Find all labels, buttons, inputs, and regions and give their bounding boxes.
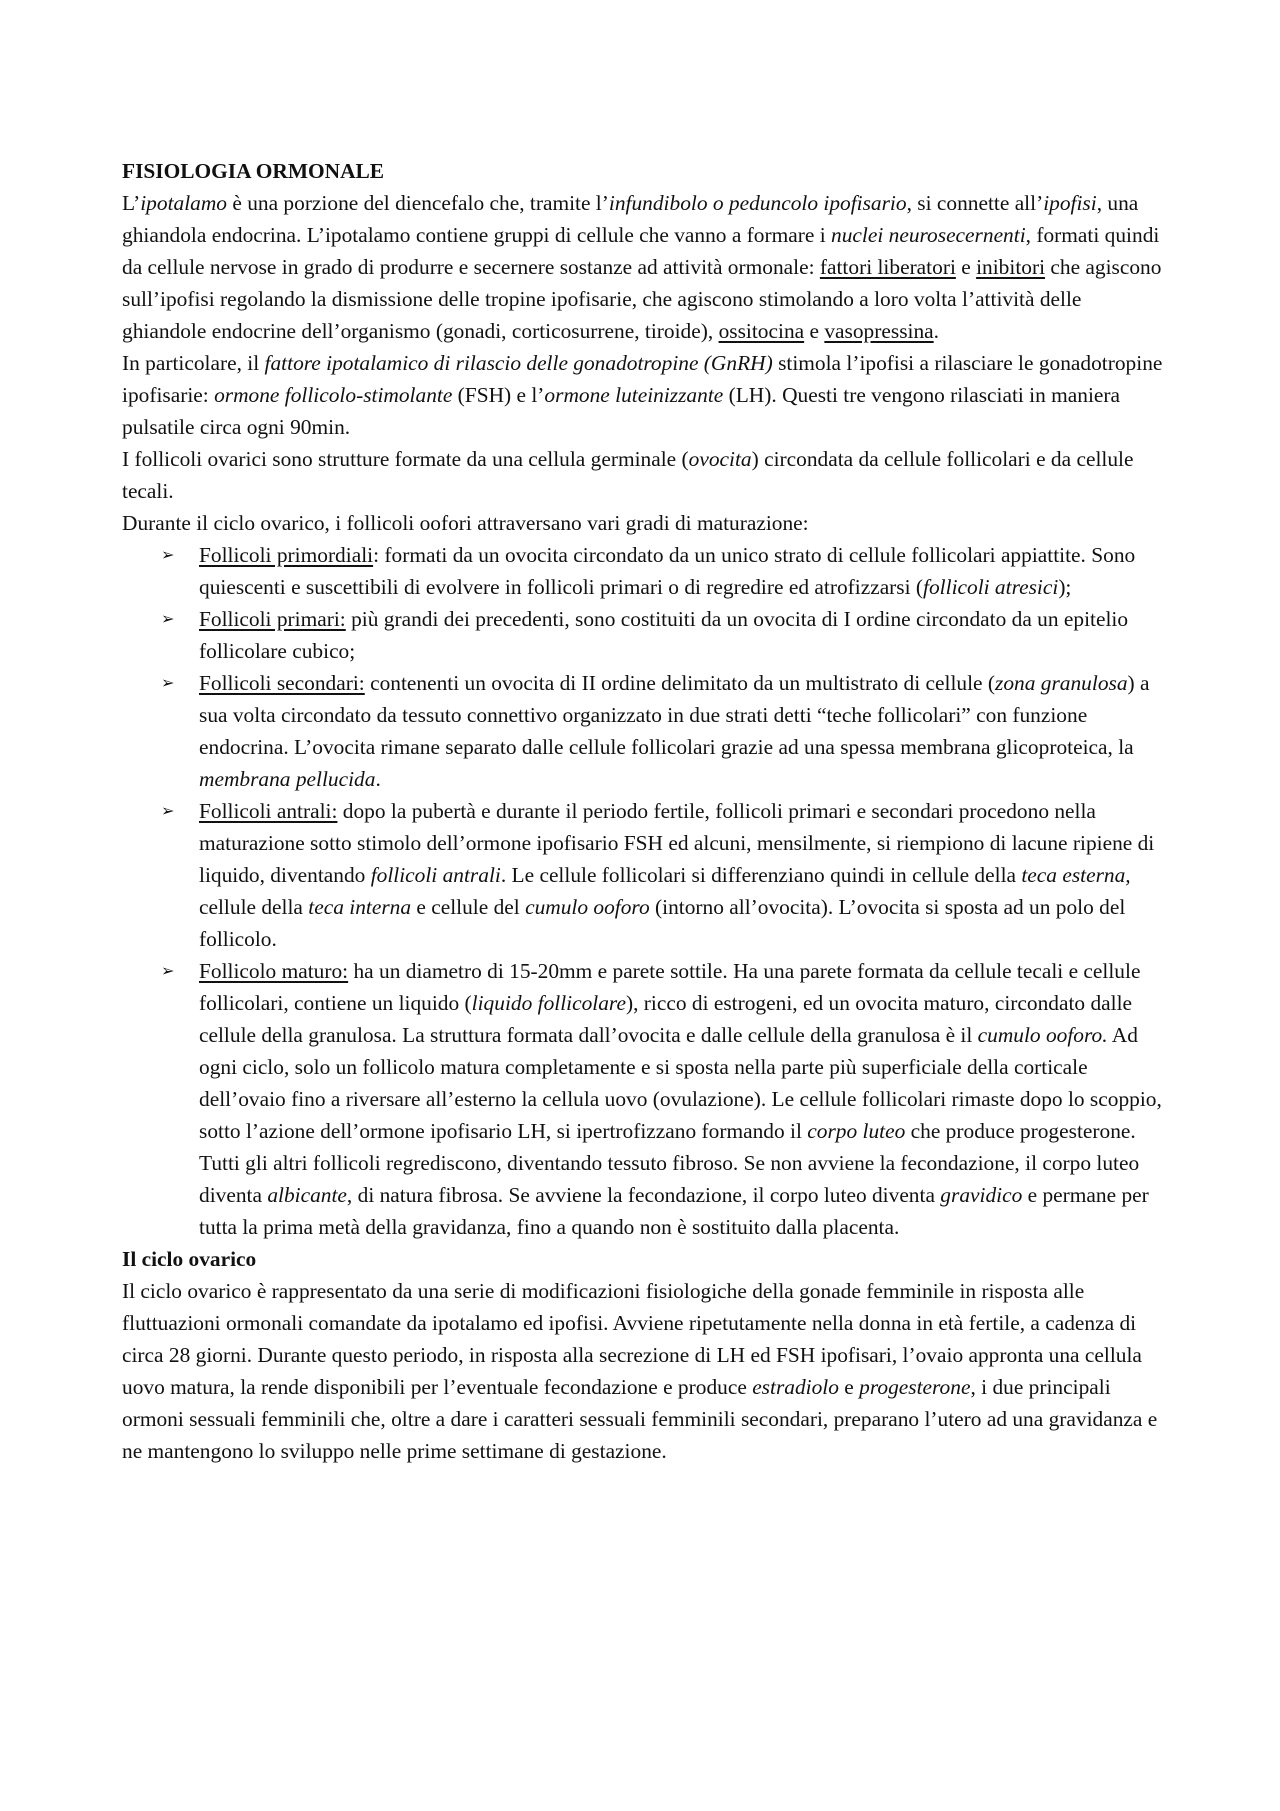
- term-ipotalamo: ipotalamo: [140, 191, 227, 215]
- text-span: I follicoli ovarici sono strutture formate da una cellula germinale (: [122, 447, 689, 471]
- ciclo-ovarico-paragraph: [122, 1275, 1170, 1467]
- term-liquido-follicolare: liquido follicolare: [471, 991, 626, 1015]
- list-term: Follicoli antrali:: [199, 799, 338, 823]
- list-term: Follicolo maturo:: [199, 959, 349, 983]
- term-gravidico: gravidico: [940, 1183, 1023, 1207]
- term-ovocita: ovocita: [688, 447, 752, 471]
- arrow-bullet-icon: ➢: [161, 545, 175, 564]
- text-span: e: [804, 319, 825, 343]
- document-page: [122, 155, 1170, 1467]
- text-span: è una porzione del diencefalo che, tramite l’: [227, 191, 609, 215]
- term-follicoli-atresici: follicoli atresici: [923, 575, 1059, 599]
- term-vasopressina: vasopressina: [824, 319, 934, 343]
- list-term: Follicoli secondari:: [199, 671, 365, 695]
- list-item: [161, 539, 1170, 603]
- term-teca-esterna: teca esterna,: [1021, 863, 1131, 887]
- term-cumulo-ooforo: cumulo ooforo: [525, 895, 650, 919]
- text-span: , i due principali ormoni sessuali femminili che, oltre a dare i caratteri sessuali femminili secondari, preparano l’utero ad una gravidanza e ne mantengono lo sviluppo nelle prime settimane di gestazione.: [122, 1375, 1158, 1463]
- term-nuclei-neurosecernenti: nuclei neurosecernenti: [831, 223, 1026, 247]
- term-zona-granulosa: zona granulosa: [995, 671, 1128, 695]
- text-span: che produce progesterone. Tutti gli altri follicoli regrediscono, diventando tessuto fibroso. Se non avviene la fecondazione, il corpo luteo diventa: [199, 1119, 1140, 1207]
- term-gnrh: fattore ipotalamico di rilascio delle gonadotropine (GnRH): [264, 351, 773, 375]
- term-ossitocina: ossitocina: [718, 319, 805, 343]
- term-membrana-pellucida: membrana pellucida: [199, 767, 376, 791]
- text-span: : formati da un ovocita circondato da un unico strato di cellule follicolari appiattite. Sono quiescenti e suscettibili di evolvere in follicoli primari o di regredire ed atrofizzarsi (: [199, 543, 1136, 599]
- text-span: ) circondata da cellule follicolari e da cellule tecali.: [122, 447, 1134, 503]
- list-term: Follicoli primordiali: [199, 543, 374, 567]
- arrow-bullet-icon: ➢: [161, 673, 175, 692]
- text-span: e: [838, 1375, 860, 1399]
- text-span: più grandi dei precedenti, sono costituiti da un ovocita di I ordine circondato da un epitelio follicolare cubico;: [199, 607, 1129, 663]
- term-progesterone: progesterone: [859, 1375, 971, 1399]
- text-span: ha un diametro di 15-20mm e parete sottile. Ha una parete formata da cellule tecali e cellule follicolari, contiene un liquido (: [199, 959, 1141, 1015]
- list-item: [161, 603, 1170, 667]
- text-span: , una ghiandola endocrina. L’ipotalamo contiene gruppi di cellule che vanno a formare i: [122, 191, 1139, 247]
- list-term: Follicoli primari:: [199, 607, 346, 631]
- text-span: );: [1058, 575, 1072, 599]
- term-infundibolo: infundibolo o peduncolo ipofisario: [608, 191, 907, 215]
- arrow-bullet-icon: ➢: [161, 961, 175, 980]
- list-item: [161, 667, 1170, 795]
- text-span: ), ricco di estrogeni, ed un ovocita maturo, circondato dalle cellule della granulosa. La struttura formata dall’ovocita e dalle cellule della granulosa è il: [199, 991, 1133, 1047]
- list-item: [161, 795, 1170, 955]
- term-ipofisi: ipofisi: [1043, 191, 1097, 215]
- text-span: L’: [122, 191, 141, 215]
- list-item: [161, 955, 1170, 1243]
- document-title: FISIOLOGIA ORMONALE: [122, 159, 385, 183]
- term-fsh: ormone follicolo-stimolante: [214, 383, 453, 407]
- section-title-ciclo-ovarico: Il ciclo ovarico: [122, 1247, 257, 1271]
- text-span: ) a sua volta circondato da tessuto connettivo organizzato in due strati detti “teche follicolari” con funzione endocrina. L’ovocita rimane separato dalle cellule follicolari grazie ad una spessa membrana glicoproteica, la: [199, 671, 1150, 759]
- arrow-bullet-icon: ➢: [161, 801, 175, 820]
- text-span: che agiscono sull’ipofisi regolando la dismissione delle tropine ipofisarie, che agiscono stimolando a loro volta l’attività delle ghiandole endocrine dell’organismo (gonadi, corticosurrene, tiroide),: [122, 255, 1162, 343]
- text-span: . Le cellule follicolari si differenziano quindi in cellule della: [500, 863, 1022, 887]
- text-span: , di natura fibrosa. Se avviene la fecondazione, il corpo luteo diventa: [346, 1183, 941, 1207]
- text-span: (LH). Questi tre vengono rilasciati in maniera pulsatile circa ogni 90min.: [122, 383, 1121, 439]
- text-span: e cellule del: [411, 895, 526, 919]
- text-span: In particolare, il: [122, 351, 265, 375]
- text-span: e permane per tutta la prima metà della gravidanza, fino a quando non è sostituito dalla placenta.: [199, 1183, 1149, 1239]
- cycle-intro-paragraph: Durante il ciclo ovarico, i follicoli oofori attraversano vari gradi di maturazione:: [122, 511, 809, 535]
- follicle-stages-list: [122, 539, 1170, 1243]
- term-fattori-liberatori: fattori liberatori: [819, 255, 956, 279]
- term-inibitori: inibitori: [976, 255, 1046, 279]
- term-teca-interna: teca interna: [308, 895, 412, 919]
- term-estradiolo: estradiolo: [752, 1375, 839, 1399]
- intro-paragraph: [122, 187, 1170, 347]
- gnrh-paragraph: [122, 347, 1170, 443]
- text-span: .: [933, 319, 940, 343]
- text-span: dopo la pubertà e durante il periodo fertile, follicoli primari e secondari procedono nella maturazione sotto stimolo dell’ormone ipofisario FSH ed alcuni, mensilmente, si riempiono di lacune ripiene di liquido, diventando: [199, 799, 1155, 887]
- text-span: , si connette all’: [906, 191, 1044, 215]
- text-span: (FSH) e l’: [452, 383, 545, 407]
- text-span: Il ciclo ovarico è rappresentato da una serie di modificazioni fisiologiche della gonade femminile in risposta alle fluttuazioni ormonali comandate da ipotalamo ed ipofisi. Avviene ripetutamente nella donna in età fertile, a cadenza di circa 28 giorni. Durante questo periodo, in risposta alla secrezione di LH ed FSH ipofisari, l’ovaio appronta una cellula uovo matura, la rende disponibili per l’eventuale fecondazione e produce: [122, 1279, 1142, 1399]
- text-span: Ad ogni ciclo, solo un follicolo matura completamente e si sposta nella parte più superficiale della corticale dell’ovaio fino a riversare all’esterno la cellula uovo (ovulazione). Le cellule follicolari rimaste dopo lo scoppio, sotto l’azione dell’ormone ipofisario LH, si ipertrofizzano formando il: [199, 1023, 1162, 1143]
- arrow-bullet-icon: ➢: [161, 609, 175, 628]
- text-span: cellule della: [199, 895, 309, 919]
- term-corpo-luteo: corpo luteo: [807, 1119, 906, 1143]
- text-span: , formati quindi da cellule nervose in grado di produrre e secernere sostanze ad attività ormonale:: [122, 223, 1160, 279]
- text-span: (intorno all’ovocita). L’ovocita si sposta ad un polo del follicolo.: [199, 895, 1126, 951]
- follicles-paragraph: [122, 443, 1170, 507]
- term-follicoli-antrali: follicoli antrali: [370, 863, 501, 887]
- text-span: stimola l’ipofisi a rilasciare le gonadotropine ipofisarie:: [122, 351, 1163, 407]
- text-span: .: [375, 767, 381, 791]
- text-span: contenenti un ovocita di II ordine delimitato da un multistrato di cellule (: [364, 671, 996, 695]
- term-cumulo-ooforo: cumulo ooforo.: [977, 1023, 1108, 1047]
- term-lh: ormone luteinizzante: [544, 383, 724, 407]
- term-albicante: albicante: [267, 1183, 347, 1207]
- text-span: e: [955, 255, 977, 279]
